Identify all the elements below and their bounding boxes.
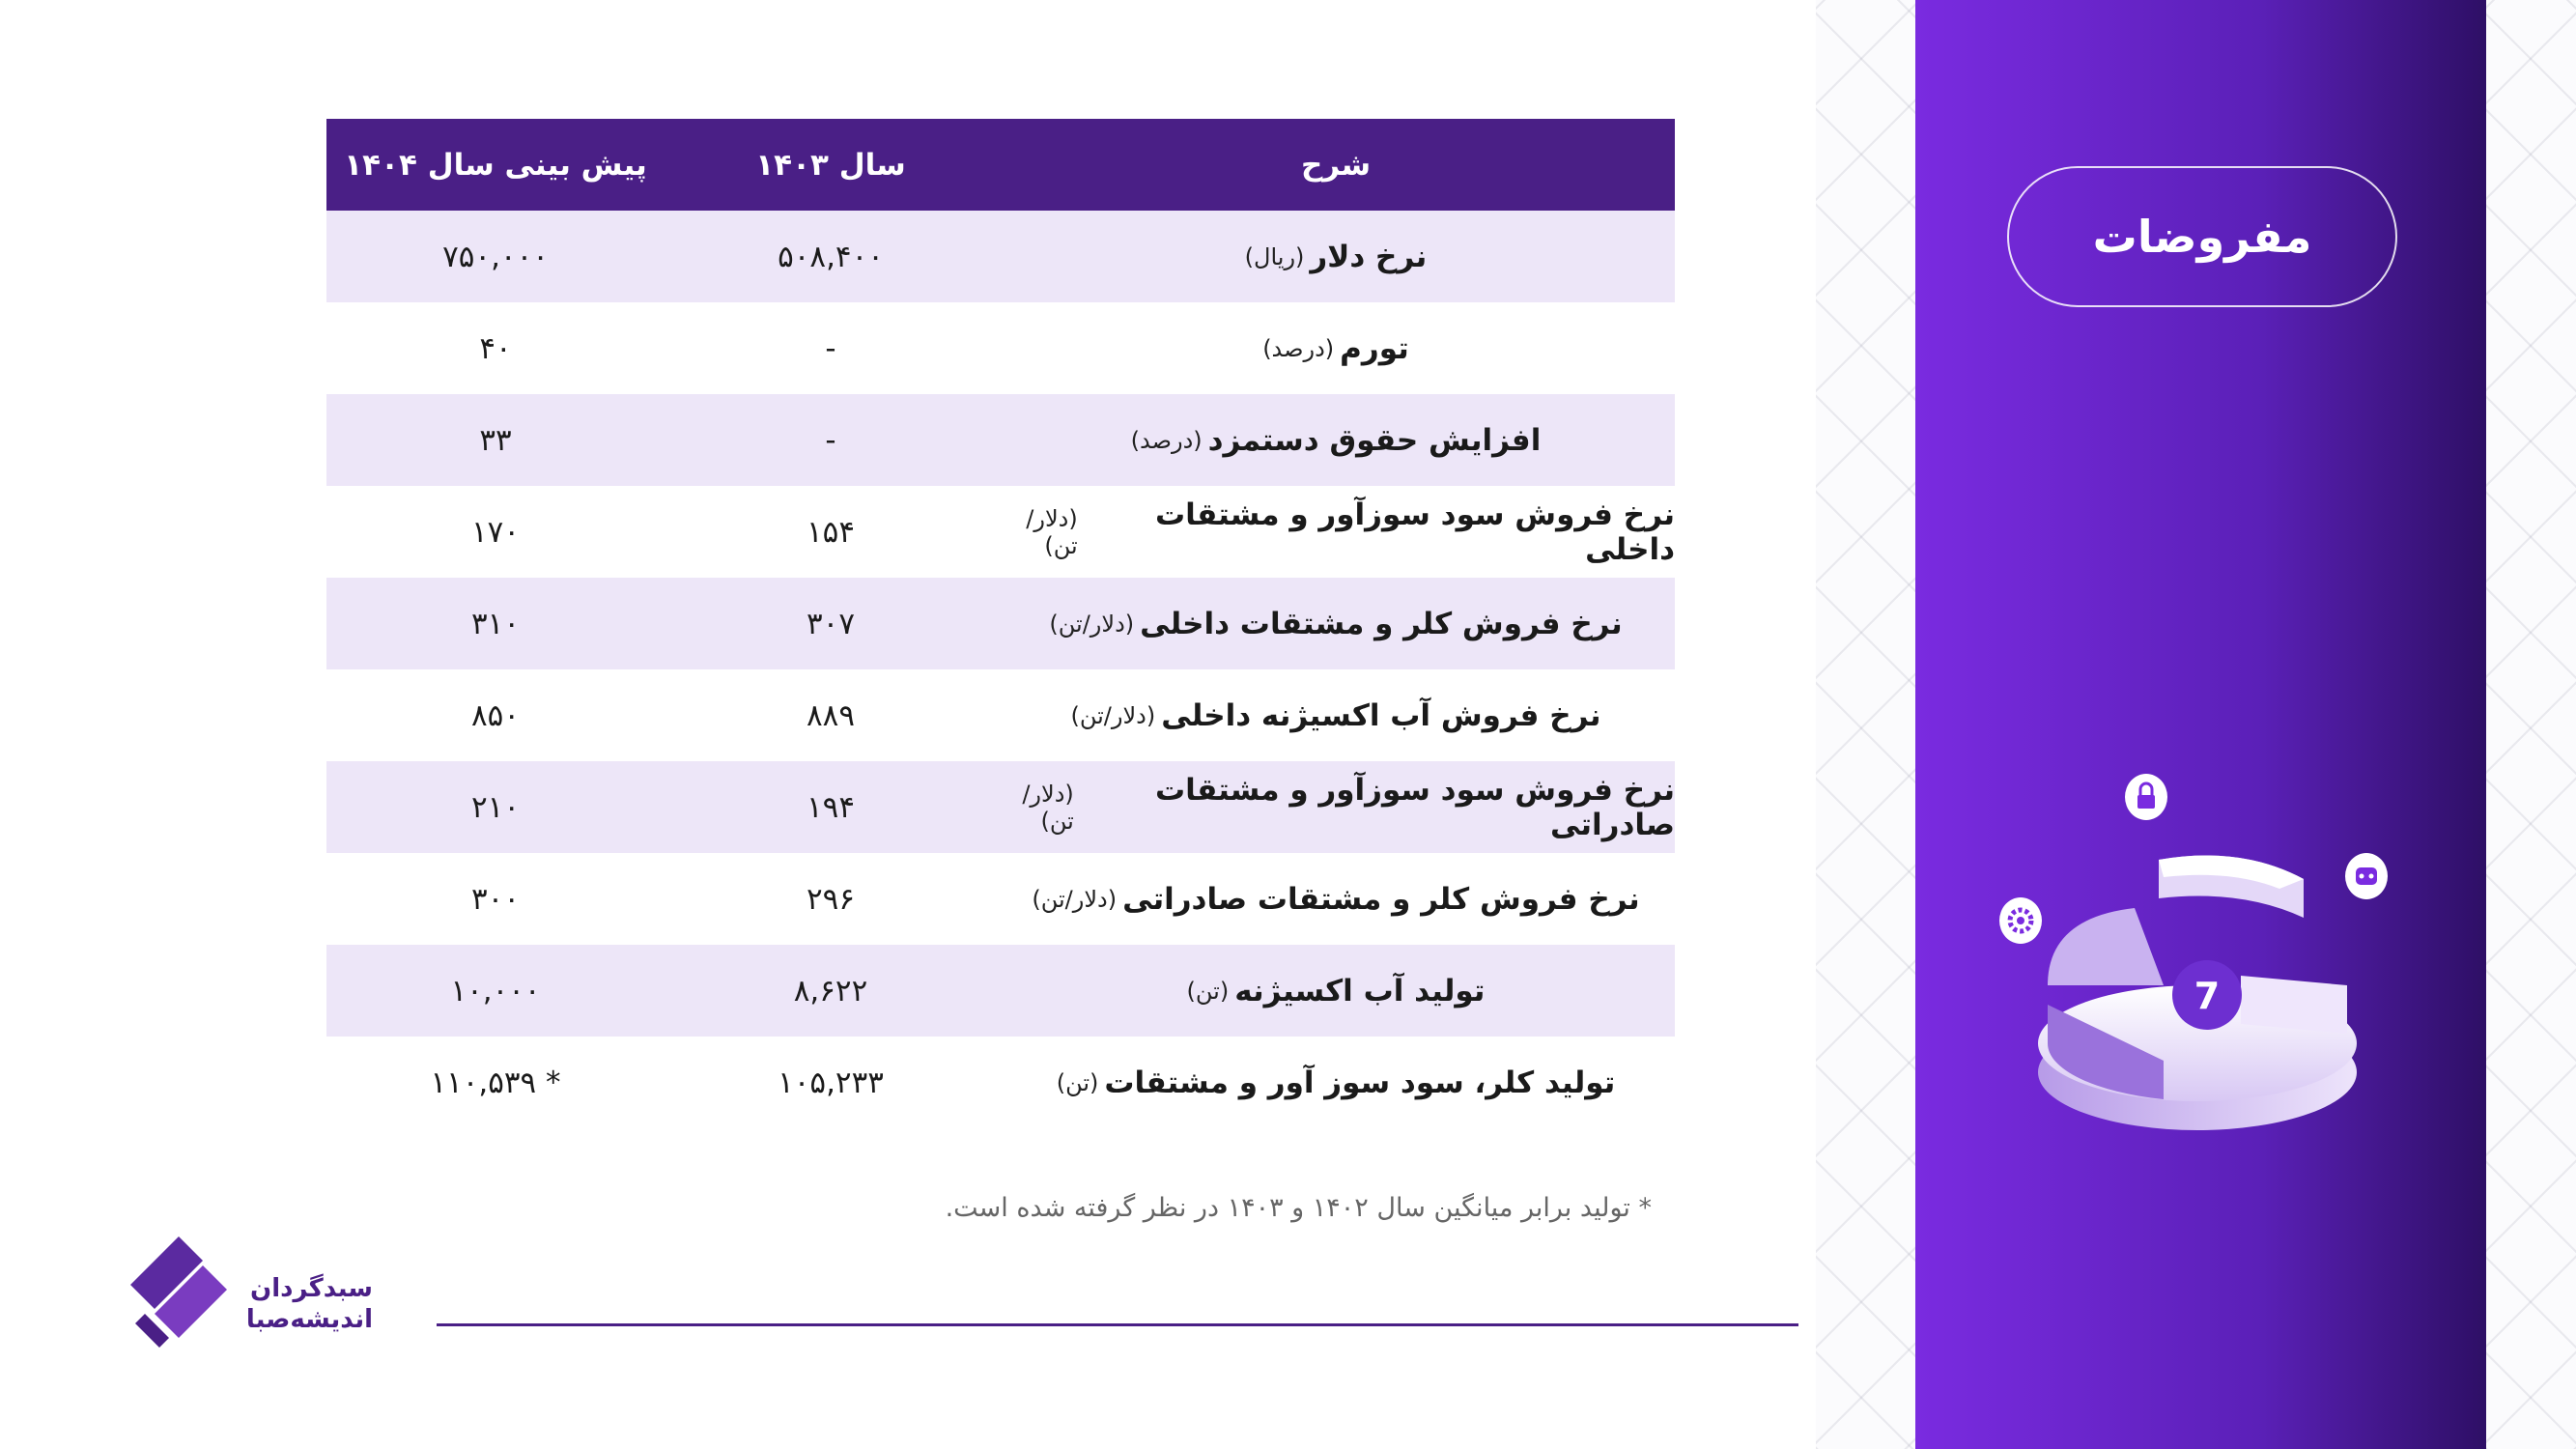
cell-forecast-1404: ۱۷۰ bbox=[471, 514, 520, 550]
table-row bbox=[326, 486, 1675, 578]
cell-year-1403: - bbox=[825, 330, 836, 366]
description-text: نرخ فروش کلر و مشتقات صادراتی bbox=[1122, 881, 1640, 917]
gear-icon bbox=[1997, 895, 2044, 946]
cell-forecast-1404: ۳۰۰ bbox=[471, 881, 520, 917]
cell-year-1403: ۲۹۶ bbox=[807, 881, 855, 917]
cell-description bbox=[997, 1037, 1675, 1128]
table-row bbox=[326, 394, 1675, 486]
description-unit: (دلار/تن) bbox=[1032, 885, 1118, 913]
panel-title: مفروضات bbox=[2007, 166, 2397, 307]
assumptions-table bbox=[326, 119, 1675, 1128]
cell-forecast-1404: ۳۱۰ bbox=[471, 606, 520, 641]
table-header-row bbox=[326, 119, 1675, 211]
cell-year-1403: ۱۵۴ bbox=[807, 514, 855, 550]
lock-icon bbox=[2123, 768, 2169, 822]
cell-year-1403: - bbox=[825, 422, 836, 458]
logo-mark-icon bbox=[126, 1236, 232, 1352]
description-unit: (دلار/تن) bbox=[1022, 780, 1074, 835]
description-text: نرخ فروش سود سوزآور و مشتقات داخلی bbox=[1155, 497, 1675, 567]
table-row bbox=[326, 761, 1675, 853]
cell-year-1403: ۵۰۸,۴۰۰ bbox=[778, 239, 884, 274]
description-text: نرخ فروش سود سوزآور و مشتقات صادراتی bbox=[1155, 772, 1675, 842]
description-unit: (درصد) bbox=[1130, 426, 1203, 454]
cell-year-1403: ۸۸۹ bbox=[807, 697, 855, 733]
table-row bbox=[326, 578, 1675, 669]
cell-forecast-1404: ۳۳ bbox=[479, 422, 512, 458]
logo-line-1: سبدگردان bbox=[250, 1274, 373, 1303]
cell-year-1403: ۳۰۷ bbox=[807, 606, 855, 641]
pie-chart-graphic bbox=[1990, 753, 2405, 1159]
description-text: تولید آب اکسیژنه bbox=[1234, 973, 1486, 1009]
cell-description bbox=[997, 761, 1675, 853]
description-unit: (دلار/تن) bbox=[1026, 504, 1078, 559]
table-row bbox=[326, 302, 1675, 394]
cell-description bbox=[997, 302, 1675, 394]
header-forecast-1404: پیش بینی سال ۱۴۰۴ bbox=[344, 147, 647, 183]
cell-forecast-1404: * ۱۱۰,۵۳۹ bbox=[430, 1065, 561, 1100]
cell-forecast-1404: ۷۵۰,۰۰۰ bbox=[442, 239, 549, 274]
table-row bbox=[326, 853, 1675, 945]
description-unit: (تن) bbox=[1186, 977, 1230, 1005]
cell-description bbox=[997, 211, 1675, 302]
description-text: افزایش حقوق دستمزد bbox=[1207, 422, 1542, 458]
footnote: * تولید برابر میانگین سال ۱۴۰۲ و ۱۴۰۳ در نظر گرفته شده است. bbox=[945, 1193, 1652, 1223]
cell-forecast-1404: ۴۰ bbox=[479, 330, 512, 366]
table-row bbox=[326, 211, 1675, 302]
table-row bbox=[326, 1037, 1675, 1128]
cell-year-1403: ۱۹۴ bbox=[807, 789, 855, 825]
description-unit: (دلار/تن) bbox=[1049, 610, 1135, 638]
description-unit: (دلار/تن) bbox=[1070, 701, 1156, 729]
footer-divider bbox=[437, 1323, 1798, 1326]
logo-line-2: اندیشه‌صبا bbox=[245, 1305, 373, 1334]
cell-description bbox=[997, 945, 1675, 1037]
description-unit: (ریال) bbox=[1244, 242, 1305, 270]
description-text: نرخ دلار bbox=[1310, 239, 1428, 274]
description-unit: (درصد) bbox=[1262, 334, 1335, 362]
cell-forecast-1404: ۸۵۰ bbox=[471, 697, 520, 733]
header-description: شرح bbox=[1300, 147, 1372, 183]
description-text: نرخ فروش آب اکسیژنه داخلی bbox=[1161, 697, 1601, 733]
cell-description bbox=[997, 853, 1675, 945]
logo-text bbox=[238, 1273, 373, 1335]
cell-year-1403: ۱۰۵,۲۳۳ bbox=[778, 1065, 884, 1100]
description-text: تورم bbox=[1340, 330, 1409, 366]
svg-text:7: 7 bbox=[2194, 975, 2221, 1017]
table-row bbox=[326, 669, 1675, 761]
description-text: تولید کلر، سود سوز آور و مشتقات bbox=[1104, 1065, 1616, 1100]
header-year-1403: سال ۱۴۰۳ bbox=[755, 147, 906, 183]
cell-year-1403: ۸,۶۲۲ bbox=[793, 973, 868, 1009]
robot-icon bbox=[2343, 850, 2390, 902]
cell-forecast-1404: ۲۱۰ bbox=[471, 789, 520, 825]
description-text: نرخ فروش کلر و مشتقات داخلی bbox=[1140, 606, 1623, 641]
cell-description bbox=[997, 578, 1675, 669]
cell-description bbox=[997, 394, 1675, 486]
cell-description bbox=[997, 669, 1675, 761]
cell-description bbox=[997, 486, 1675, 578]
cell-forecast-1404: ۱۰,۰۰۰ bbox=[450, 973, 541, 1009]
description-unit: (تن) bbox=[1056, 1068, 1099, 1096]
table-row bbox=[326, 945, 1675, 1037]
